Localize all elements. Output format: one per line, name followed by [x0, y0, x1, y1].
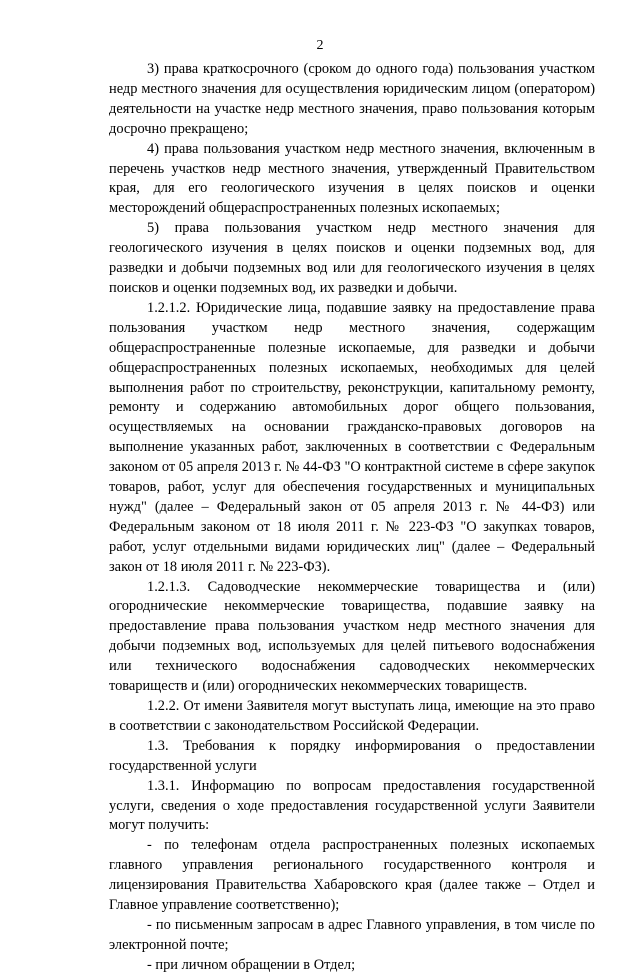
list-item-phone: - по телефонам отдела распространенных полезных ископаемых главного управления регионального государственного контроля и лицензирования Правительства Хабаровского края (далее также – Отдел и Главное управление соответственно); — [109, 837, 595, 914]
page-number: 2 — [316, 38, 324, 53]
paragraph-1-2-1-2: 1.2.1.2. Юридические лица, подавшие заявку на предоставление права пользования участком недр местного значения, содержащим общераспространенные полезные ископаемые, для разведки и добычи общераспространенных полезных ископаемых, необходимых для целей выполнения работ по строительству, реконструкции, капитальному ремонту, ремонту и содержанию автомобильных дорог общего пользования, осуществляемых на основании гражданско-правовых договоров на выполнение указанных работ, заключенных в соответствии с Федеральным законом от 05 апреля 2013 г. № 44-ФЗ "О контрактной системе в сфере закупок товаров, работ, услуг для обеспечения государственных и муниципальных нужд" (далее – Федеральный закон от 05 апреля 2013 г. № 44-ФЗ) или Федеральным законом от 18 июля 2011 г. № 223-ФЗ "О закупках товаров, работ, услуг отдельными видами юридических лиц" (далее – Федеральный закон от 18 июля 2011 г. № 223-ФЗ). — [109, 299, 595, 575]
paragraph-item-4: 4) права пользования участком недр местного значения, включенным в перечень участков недр местного значения, утвержденный Правительством края, для его геологического изучения в целях поисков и оценки месторождений общераспространенных полезных ископаемых; — [109, 140, 595, 217]
paragraph-1-2-2: 1.2.2. От имени Заявителя могут выступать лица, имеющие на это право в соответствии с законодательством Российской Федерации. — [109, 698, 595, 734]
list-item-written-request: - по письменным запросам в адрес Главного управления, в том числе по электронной почте; — [109, 916, 595, 953]
document-body — [109, 60, 595, 976]
paragraph-item-5: 5) права пользования участком недр местного значения для геологического изучения в целях поисков и оценки подземных вод, для разведки и добычи подземных вод или для геологического изучения в целях поисков и оценки подземных вод, их разведки и добычи. — [109, 220, 595, 296]
paragraph-1-2-1-3: 1.2.1.3. Садоводческие некоммерческие товарищества и (или) огороднические некоммерческие товарищества, подавшие заявку на предоставление права пользования участком недр местного значения для добычи подземных вод, используемых для целей питьевого водоснабжения или технического водоснабжения садоводческих некоммерческих товариществ и (или) огороднических некоммерческих товариществ. — [109, 578, 595, 695]
paragraph-item-3: 3) права краткосрочного (сроком до одного года) пользования участком недр местного значения для осуществления юридическим лицом (оператором) деятельности на участке недр местного значения, право пользования которым досрочно прекращено; — [109, 61, 595, 137]
list-item-personal-visit: - при личном обращении в Отдел; — [147, 956, 356, 973]
paragraph-1-3-1: 1.3.1. Информацию по вопросам предоставления государственной услуги, сведения о ходе предоставления государственной услуги Заявители могут получить: — [109, 777, 595, 834]
section-heading-1-3: 1.3. Требования к порядку информирования о предоставлении государственной услуги — [109, 737, 595, 774]
